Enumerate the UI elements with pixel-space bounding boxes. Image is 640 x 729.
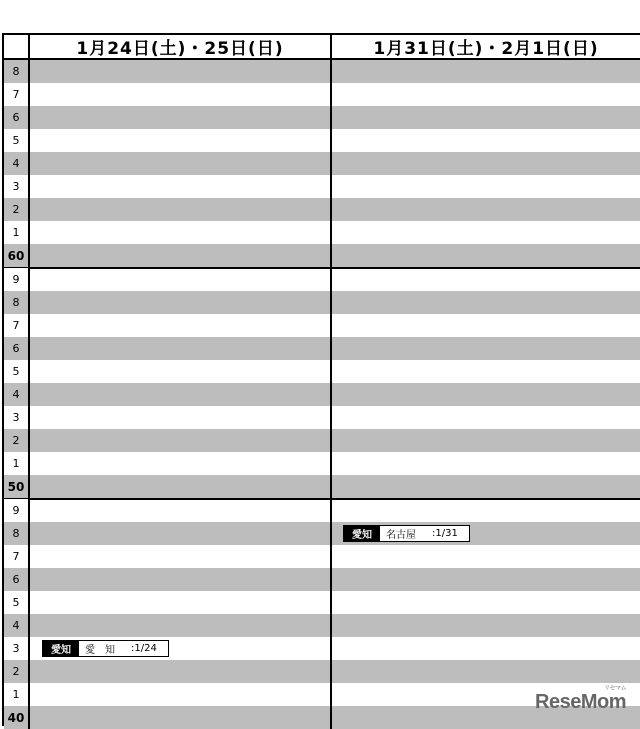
cell-col2 [332, 106, 640, 129]
row-number: 9 [4, 499, 30, 522]
cell-col1 [30, 683, 332, 706]
cell-col2 [332, 198, 640, 221]
column-header-1: 1月24日(土)・25日(日) [30, 35, 332, 60]
cell-col2 [332, 129, 640, 152]
cell-col1 [30, 175, 332, 198]
cell-col2 [332, 291, 640, 314]
row-number: 6 [4, 337, 30, 360]
cell-col2 [332, 175, 640, 198]
cell-col1 [30, 568, 332, 591]
table-row [4, 383, 640, 406]
row-number: 7 [4, 314, 30, 337]
cell-col1 [30, 591, 332, 614]
cell-col1 [30, 360, 332, 383]
table-row [4, 152, 640, 175]
column-header-2: 1月31日(土)・2月1日(日) [332, 35, 640, 60]
row-number: 5 [4, 129, 30, 152]
table-row [4, 175, 640, 198]
cell-col2 [332, 499, 640, 522]
table-row [4, 337, 640, 360]
cell-col1 [30, 337, 332, 360]
row-number: 2 [4, 198, 30, 221]
table-row [4, 591, 640, 614]
exam-date: :1/31 [432, 528, 458, 539]
cell-col1 [30, 221, 332, 244]
cell-col2 [332, 360, 640, 383]
row-number: 5 [4, 360, 30, 383]
cell-col2 [332, 614, 640, 637]
row-number: 3 [4, 637, 30, 660]
cell-col1 [30, 60, 332, 83]
cell-col2 [332, 268, 640, 291]
cell-col1 [30, 268, 332, 291]
cell-col1 [30, 499, 332, 522]
cell-col1 [30, 545, 332, 568]
cell-col1 [30, 452, 332, 475]
row-number: 3 [4, 175, 30, 198]
cell-col2 [332, 383, 640, 406]
top-margin [0, 0, 640, 32]
table-row [4, 314, 640, 337]
row-number: 1 [4, 683, 30, 706]
prefecture-label: 愛知 [344, 526, 380, 541]
cell-col1 [30, 198, 332, 221]
row-number: 1 [4, 452, 30, 475]
cell-col1 [30, 291, 332, 314]
cell-col2 [332, 637, 640, 660]
cell-col2 [332, 660, 640, 683]
resemom-logo [535, 686, 626, 714]
row-number: 9 [4, 268, 30, 291]
row-number: 40 [4, 706, 30, 729]
cell-col1 [30, 429, 332, 452]
cell-col2 [332, 83, 640, 106]
row-number: 6 [4, 106, 30, 129]
table-row [4, 614, 640, 637]
cell-col2 [332, 221, 640, 244]
row-number: 5 [4, 591, 30, 614]
cell-col2 [332, 244, 640, 267]
table-row [4, 475, 640, 500]
cell-col2 [332, 545, 640, 568]
cell-col2 [332, 475, 640, 498]
cell-col2 [332, 452, 640, 475]
table-row [4, 429, 640, 452]
table-row [4, 522, 640, 545]
table-row [4, 406, 640, 429]
table-row [4, 106, 640, 129]
row-number: 8 [4, 291, 30, 314]
prefecture-label: 愛知 [43, 641, 79, 656]
exam-date: :1/24 [131, 643, 157, 654]
tag-body [380, 526, 464, 541]
row-number: 4 [4, 614, 30, 637]
cell-col1 [30, 106, 332, 129]
row-number: 8 [4, 522, 30, 545]
schedule-grid [2, 33, 640, 726]
cell-col1 [30, 475, 332, 498]
table-row [4, 268, 640, 291]
row-number: 8 [4, 60, 30, 83]
cell-col1 [30, 614, 332, 637]
table-row [4, 244, 640, 269]
school-tag [42, 640, 169, 657]
cell-col1 [30, 314, 332, 337]
row-number: 50 [4, 475, 30, 498]
table-row [4, 198, 640, 221]
cell-col2 [332, 60, 640, 83]
cell-col1 [30, 522, 332, 545]
table-row [4, 499, 640, 522]
table-row [4, 221, 640, 244]
header-corner [4, 35, 30, 60]
row-number: 7 [4, 545, 30, 568]
cell-col1 [30, 660, 332, 683]
table-row [4, 545, 640, 568]
row-number: 3 [4, 406, 30, 429]
cell-col2 [332, 314, 640, 337]
cell-col2 [332, 152, 640, 175]
cell-col2 [332, 429, 640, 452]
row-number: 60 [4, 244, 30, 267]
table-row [4, 60, 640, 83]
cell-col2 [332, 406, 640, 429]
cell-col1 [30, 383, 332, 406]
cell-col2 [332, 568, 640, 591]
row-number: 1 [4, 221, 30, 244]
table-row [4, 568, 640, 591]
row-number: 7 [4, 83, 30, 106]
row-number: 2 [4, 429, 30, 452]
school-name: 愛 知 [85, 645, 115, 656]
table-row [4, 660, 640, 683]
school-tag [343, 525, 470, 542]
table-row [4, 83, 640, 106]
tag-body [79, 641, 163, 656]
row-number: 2 [4, 660, 30, 683]
table-row [4, 129, 640, 152]
school-name: 名古屋 [386, 530, 416, 541]
logo-subtext: リセマム [604, 686, 626, 692]
cell-col1 [30, 129, 332, 152]
cell-col1 [30, 83, 332, 106]
cell-col2 [332, 591, 640, 614]
row-number: 6 [4, 568, 30, 591]
row-number: 4 [4, 383, 30, 406]
logo-text: ReseMom [535, 691, 626, 713]
row-number: 4 [4, 152, 30, 175]
cell-col1 [30, 406, 332, 429]
cell-col1 [30, 244, 332, 267]
table-row [4, 291, 640, 314]
table-row [4, 452, 640, 475]
cell-col2 [332, 337, 640, 360]
table-row [4, 360, 640, 383]
cell-col1 [30, 152, 332, 175]
